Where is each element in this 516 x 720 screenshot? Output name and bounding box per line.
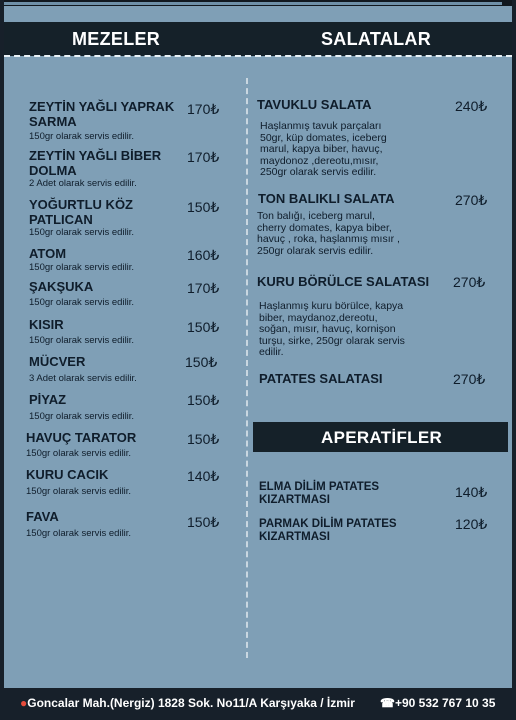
salata-price: 270₺ <box>453 371 486 387</box>
meze-desc: 3 Adet olarak servis edilir. <box>29 373 137 384</box>
meze-name: MÜCVER <box>29 354 86 369</box>
meze-name: ZEYTİN YAĞLI BİBER <box>29 148 162 163</box>
aperatif-name: PARMAK DİLİM PATATES <box>259 518 397 530</box>
meze-desc: 150gr olarak servis edilir. <box>29 131 135 142</box>
meze-name: YOĞURTLU KÖZ <box>29 197 133 212</box>
phone-icon: ☎ <box>380 696 395 710</box>
meze-name: KISIR <box>29 317 64 332</box>
footer-address <box>20 696 355 710</box>
salata-desc-line: 250gr olarak servis edilir. <box>257 244 374 257</box>
header-dashed-line <box>4 55 512 57</box>
aperatif-price: 120₺ <box>455 516 488 532</box>
salata-desc-line: 50gr, küp domates, iceberg <box>260 131 387 144</box>
top-stripe <box>4 2 502 5</box>
meze-name: ATOM <box>29 246 67 261</box>
meze-name: ZEYTİN YAĞLI YAPRAK <box>29 99 175 114</box>
meze-name: FAVA <box>26 509 59 524</box>
meze-price: 170₺ <box>187 280 220 296</box>
footer-bar <box>0 688 516 720</box>
mezeler-header: MEZELER <box>72 29 161 49</box>
salata-name: KURU BÖRÜLCE SALATASI <box>257 274 430 289</box>
meze-desc: 150gr olarak servis edilir. <box>29 297 135 308</box>
aperatif-name-cont: KIZARTMASI <box>259 531 330 543</box>
address-text: Goncalar Mah.(Nergiz) 1828 Sok. No11/A Karşıyaka / İzmir <box>27 696 355 710</box>
salatalar-header: SALATALAR <box>321 29 432 49</box>
meze-price: 160₺ <box>187 247 220 263</box>
meze-desc: 150gr olarak servis edilir. <box>26 528 132 539</box>
meze-price: 170₺ <box>187 101 220 117</box>
meze-name: ŞAKŞUKA <box>29 279 94 294</box>
meze-desc: 2 Adet olarak servis edilir. <box>29 178 137 189</box>
location-pin-icon: ● <box>20 696 28 710</box>
meze-desc: 150gr olarak servis edilir. <box>29 411 135 422</box>
meze-desc: 150gr olarak servis edilir. <box>29 335 135 346</box>
meze-desc: 150gr olarak servis edilir. <box>29 262 135 273</box>
meze-desc: 150gr olarak servis edilir. <box>26 448 132 459</box>
salata-price: 270₺ <box>453 274 486 290</box>
salata-desc-line: cherry domates, kapya biber, <box>257 221 392 234</box>
meze-name: HAVUÇ TARATOR <box>26 430 137 445</box>
aperatif-header: APERATİFLER <box>321 428 443 447</box>
meze-name: PİYAZ <box>29 392 67 407</box>
salata-price: 270₺ <box>455 192 488 208</box>
meze-name-cont: DOLMA <box>29 163 77 178</box>
column-divider <box>246 78 248 658</box>
meze-price: 140₺ <box>187 468 220 484</box>
top-bar <box>4 0 512 6</box>
salata-desc-line: havuç , roka, haşlanmış mısır , <box>257 233 400 245</box>
aperatif-price: 140₺ <box>455 484 488 500</box>
salata-desc-line: 250gr olarak servis edilir. <box>260 166 377 178</box>
salata-desc-line: maydonoz ,dereotu,mısır, <box>260 154 379 167</box>
meze-desc: 150gr olarak servis edilir. <box>29 227 135 238</box>
meze-price: 150₺ <box>187 199 220 215</box>
salata-desc-line: Haşlanmış tavuk parçaları <box>260 120 382 132</box>
aperatif-name: ELMA DİLİM PATATES <box>259 481 380 493</box>
meze-name-cont: PATLICAN <box>29 212 93 227</box>
aperatif-name-cont: KIZARTMASI <box>259 494 330 506</box>
footer-phone[interactable] <box>380 696 495 710</box>
meze-price: 150₺ <box>187 431 220 447</box>
salata-desc-line: Haşlanmış kuru börülce, kapya <box>259 300 404 312</box>
meze-price: 150₺ <box>187 319 220 335</box>
salata-desc-line: marul, kapya biber, havuç, <box>260 143 383 155</box>
meze-name: KURU CACIK <box>26 467 109 482</box>
meze-name-cont: SARMA <box>29 114 77 129</box>
salata-name: TON BALIKLI SALATA <box>258 191 395 206</box>
salata-name: TAVUKLU SALATA <box>257 97 372 112</box>
salata-desc-line: edilir. <box>259 346 284 358</box>
salata-price: 240₺ <box>455 98 488 114</box>
salata-desc-line: Ton balığı, iceberg marul, <box>257 210 375 222</box>
salata-desc-line: biber, maydanoz,dereotu, <box>259 311 378 324</box>
phone-text: +90 532 767 10 35 <box>394 696 496 710</box>
salata-desc-line: turşu, sirke, 250gr olarak servis <box>259 334 405 347</box>
meze-price: 170₺ <box>187 149 220 165</box>
meze-price: 150₺ <box>185 354 218 370</box>
meze-desc: 150gr olarak servis edilir. <box>26 486 132 497</box>
salata-desc-line: soğan, mısır, havuç, kornişon <box>259 323 396 335</box>
meze-price: 150₺ <box>187 514 220 530</box>
meze-price: 150₺ <box>187 392 220 408</box>
salata-name: PATATES SALATASI <box>259 371 383 386</box>
